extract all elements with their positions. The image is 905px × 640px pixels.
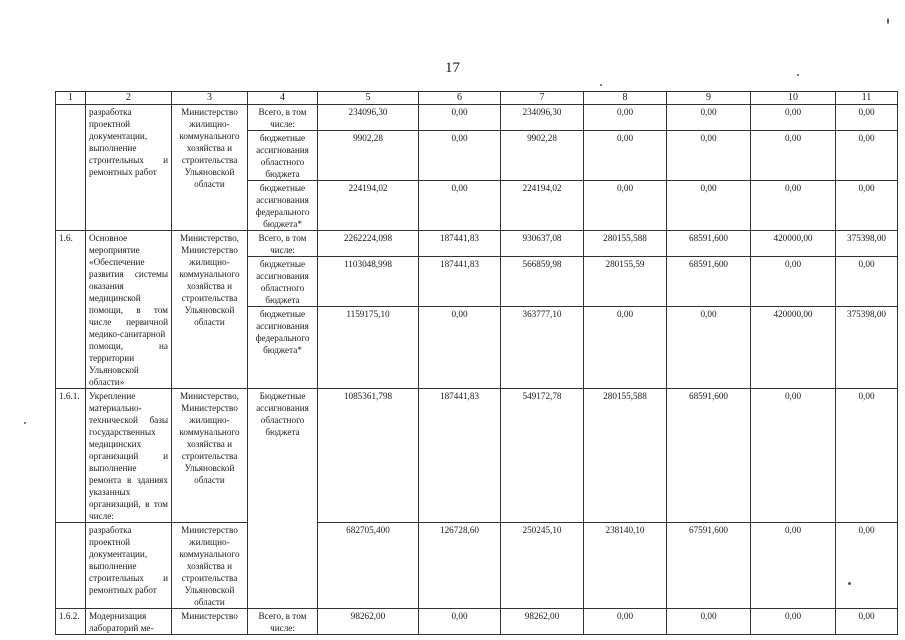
measure-description: разработка проектной документации, выполнение строительных и ремонтных работ	[86, 523, 172, 609]
amount-cell: 234096,30	[501, 105, 584, 131]
column-number: 9	[667, 92, 751, 105]
amount-cell: 0,00	[419, 609, 501, 635]
column-number: 5	[318, 92, 419, 105]
amount-cell: 68591,600	[667, 389, 751, 523]
amount-cell: 0,00	[419, 105, 501, 131]
responsible-agency: Министерство жилищно-коммунального хозяйства и строительства Ульяновской области	[172, 523, 248, 609]
amount-cell: 0,00	[419, 181, 501, 231]
amount-cell: 250245,10	[501, 523, 584, 609]
amount-cell: 363777,10	[501, 307, 584, 389]
responsible-agency: Министерство, Министерство жилищно-коммунального хозяйства и строительства Ульяновской области	[172, 389, 248, 523]
amount-cell: 68591,600	[667, 231, 751, 257]
amount-cell: 1103048,998	[318, 257, 419, 307]
column-number: 6	[419, 92, 501, 105]
amount-cell: 67591,600	[667, 523, 751, 609]
amount-cell: 0,00	[751, 609, 836, 635]
row-index: 1.6.1.	[56, 389, 86, 523]
column-number: 11	[836, 92, 898, 105]
measure-description: разработка проектной документации, выполнение строительных и ремонтных работ	[86, 105, 172, 231]
amount-cell: 68591,600	[667, 257, 751, 307]
row-index	[56, 105, 86, 231]
amount-cell: 126728,60	[419, 523, 501, 609]
amount-cell: 1159175,10	[318, 307, 419, 389]
amount-cell: 234096,30	[318, 105, 419, 131]
funding-source: Бюджетные ассигнования областного бюджета	[248, 389, 318, 609]
measure-description: Укрепление материально-технической базы государственных медицинских организаций и выполнение ремонта в зданиях указанных организаций, в том числе:	[86, 389, 172, 523]
amount-cell: 187441,83	[419, 257, 501, 307]
amount-cell: 566859,98	[501, 257, 584, 307]
amount-cell: 0,00	[667, 307, 751, 389]
column-number: 1	[56, 92, 86, 105]
table-row	[56, 609, 898, 635]
scan-speck	[24, 422, 26, 424]
amount-cell: 98262,00	[501, 609, 584, 635]
amount-cell: 0,00	[584, 105, 667, 131]
amount-cell: 0,00	[751, 131, 836, 181]
table-row	[56, 231, 898, 257]
amount-cell: 0,00	[836, 131, 898, 181]
funding-source: бюджетные ассигнования федерального бюджета*	[248, 307, 318, 389]
scan-speck	[797, 74, 799, 76]
amount-cell: 98262,00	[318, 609, 419, 635]
amount-cell: 0,00	[584, 609, 667, 635]
measure-description: Модернизация лабораторий ме-	[86, 609, 172, 635]
funding-source: Всего, в том числе:	[248, 105, 318, 131]
amount-cell: 187441,83	[419, 231, 501, 257]
amount-cell: 9902,28	[501, 131, 584, 181]
amount-cell: 187441,83	[419, 389, 501, 523]
amount-cell: 224194,02	[501, 181, 584, 231]
amount-cell: 0,00	[836, 389, 898, 523]
amount-cell: 420000,00	[751, 307, 836, 389]
column-number: 4	[248, 92, 318, 105]
amount-cell: 0,00	[836, 257, 898, 307]
funding-source: Всего, в том числе:	[248, 609, 318, 635]
amount-cell: 1085361,798	[318, 389, 419, 523]
amount-cell: 0,00	[751, 389, 836, 523]
page-number: 17	[445, 60, 460, 76]
amount-cell: 0,00	[836, 181, 898, 231]
amount-cell: 0,00	[751, 523, 836, 609]
amount-cell: 0,00	[584, 131, 667, 181]
amount-cell: 420000,00	[751, 231, 836, 257]
amount-cell: 0,00	[751, 181, 836, 231]
funding-source: бюджетные ассигнования федерального бюджета*	[248, 181, 318, 231]
table-row	[56, 105, 898, 131]
amount-cell: 0,00	[584, 307, 667, 389]
column-number: 8	[584, 92, 667, 105]
budget-table	[55, 91, 898, 635]
amount-cell: 280155,588	[584, 231, 667, 257]
amount-cell: 0,00	[836, 105, 898, 131]
amount-cell: 0,00	[667, 131, 751, 181]
column-number-row	[56, 92, 898, 105]
amount-cell: 0,00	[584, 181, 667, 231]
table-row	[56, 523, 898, 609]
funding-source: Всего, в том числе:	[248, 231, 318, 257]
amount-cell: 682705,400	[318, 523, 419, 609]
amount-cell: 375398,00	[836, 307, 898, 389]
responsible-agency: Министерство	[172, 609, 248, 635]
amount-cell: 238140,10	[584, 523, 667, 609]
amount-cell: 0,00	[836, 609, 898, 635]
amount-cell: 224194,02	[318, 181, 419, 231]
row-index: 1.6.	[56, 231, 86, 389]
amount-cell: 280155,59	[584, 257, 667, 307]
amount-cell: 0,00	[751, 105, 836, 131]
scan-speck	[887, 18, 889, 24]
funding-source: бюджетные ассигнования областного бюджета	[248, 131, 318, 181]
row-index	[56, 523, 86, 609]
amount-cell: 9902,28	[318, 131, 419, 181]
amount-cell: 0,00	[419, 307, 501, 389]
responsible-agency: Министерство жилищно-коммунального хозяйства и строительства Ульяновской области	[172, 105, 248, 231]
amount-cell: 280155,588	[584, 389, 667, 523]
amount-cell: 0,00	[667, 181, 751, 231]
amount-cell: 0,00	[667, 105, 751, 131]
funding-source: бюджетные ассигнования областного бюджета	[248, 257, 318, 307]
scan-speck	[848, 582, 851, 585]
amount-cell: 2262224,098	[318, 231, 419, 257]
amount-cell: 0,00	[836, 523, 898, 609]
responsible-agency: Министерство, Министерство жилищно-коммунального хозяйства и строительства Ульяновской области	[172, 231, 248, 389]
scan-speck	[600, 84, 602, 86]
row-index: 1.6.2.	[56, 609, 86, 635]
amount-cell: 375398,00	[836, 231, 898, 257]
column-number: 3	[172, 92, 248, 105]
column-number: 2	[86, 92, 172, 105]
amount-cell: 549172,78	[501, 389, 584, 523]
amount-cell: 930637,08	[501, 231, 584, 257]
measure-description: Основное мероприятие «Обеспечение развития системы оказания медицинской помощи, в том числе первичной медико-санитарной помощи, на территории Ульяновской области»	[86, 231, 172, 389]
amount-cell: 0,00	[751, 257, 836, 307]
column-number: 7	[501, 92, 584, 105]
amount-cell: 0,00	[667, 609, 751, 635]
amount-cell: 0,00	[419, 131, 501, 181]
table-row	[56, 389, 898, 523]
column-number: 10	[751, 92, 836, 105]
